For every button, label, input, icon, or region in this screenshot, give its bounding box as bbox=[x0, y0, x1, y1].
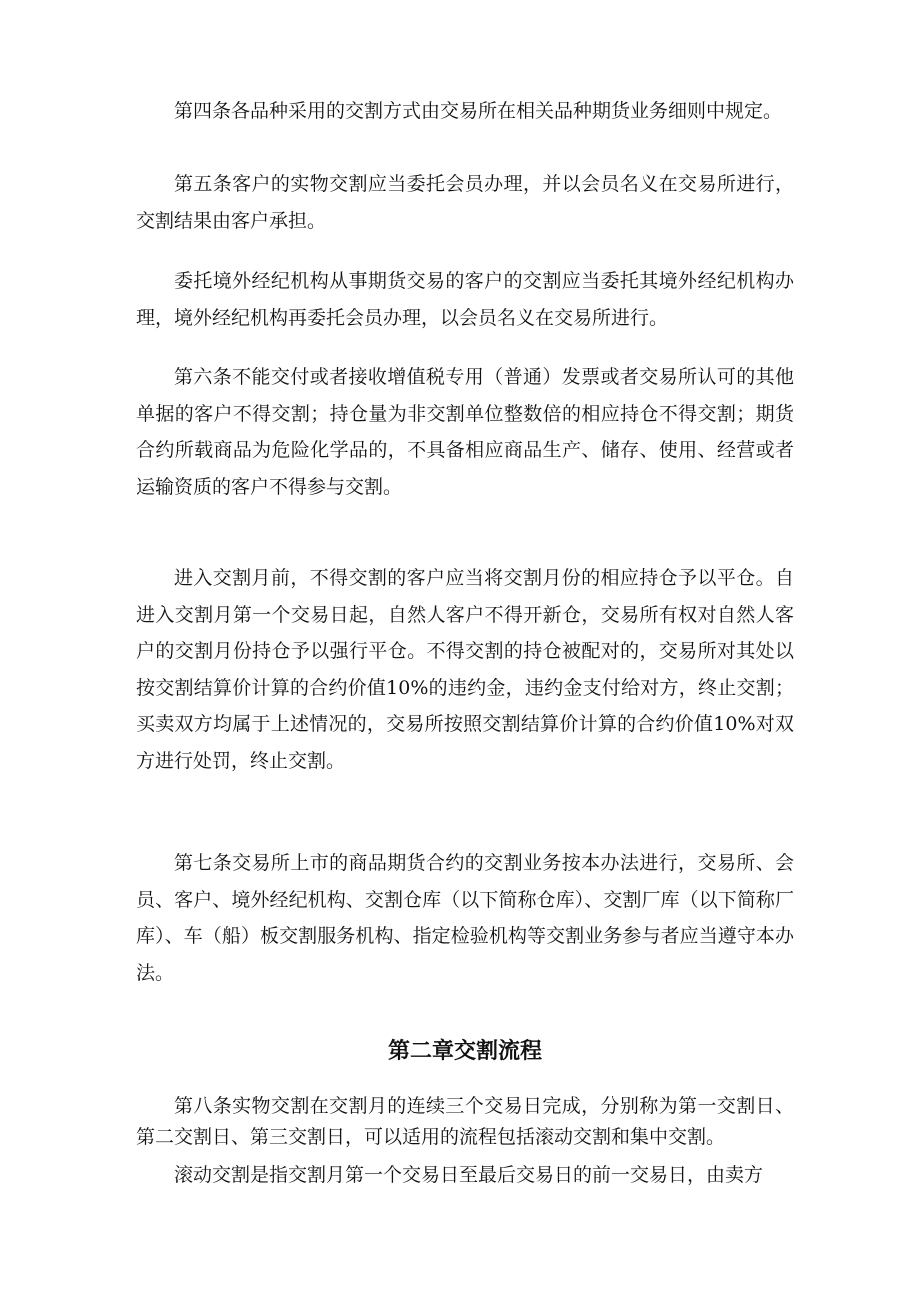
paragraph-article-5: 第五条客户的实物交割应当委托会员办理，并以会员名义在交易所进行，交割结果由客户承担。 bbox=[136, 173, 794, 232]
chapter-heading: 第二章交割流程 bbox=[387, 1039, 542, 1064]
paragraph-before-delivery-month: 进入交割月前，不得交割的客户应当将交割月份的相应持仓予以平仓。自进入交割月第一个交易日起，自然人客户不得开新仓，交易所有权对自然人客户的交割月份持仓予以强行平仓。不得交割的持仓被配对的，交易所对其处以按交割结算价计算的合约价值10%的违约金，违约金支付给对方，终止交割；买卖双方均属于上述情况的，交易所按照交割结算价计算的合约价值10%对双方进行处罚，终止交割。 bbox=[136, 567, 794, 772]
paragraph-overseas-broker: 委托境外经纪机构从事期货交易的客户的交割应当委托其境外经纪机构办理，境外经纪机构再委托会员办理，以会员名义在交易所进行。 bbox=[136, 270, 794, 329]
paragraph-article-7: 第七条交易所上市的商品期货合约的交割业务按本办法进行，交易所、会员、客户、境外经纪机构、交割仓库（以下简称仓库）、交割厂库（以下简称厂库）、车（船）板交割服务机构、指定检验机构等交割业务参与者应当遵守本办法。 bbox=[136, 852, 794, 984]
paragraph-article-4: 第四条各品种采用的交割方式由交易所在相关品种期货业务细则中规定。 bbox=[174, 100, 783, 122]
paragraph-article-6: 第六条不能交付或者接收增值税专用（普通）发票或者交易所认可的其他单据的客户不得交割；持仓量为非交割单位整数倍的相应持仓不得交割；期货合约所载商品为危险化学品的，不具备相应商品生产、储存、使用、经营或者运输资质的客户不得参与交割。 bbox=[136, 366, 794, 498]
paragraph-article-8: 第八条实物交割在交割月的连续三个交易日完成，分别称为第一交割日、第二交割日、第三交割日，可以适用的流程包括滚动交割和集中交割。 bbox=[136, 1095, 794, 1148]
paragraph-rolling-delivery: 滚动交割是指交割月第一个交易日至最后交易日的前一交易日，由卖方 bbox=[174, 1164, 764, 1186]
